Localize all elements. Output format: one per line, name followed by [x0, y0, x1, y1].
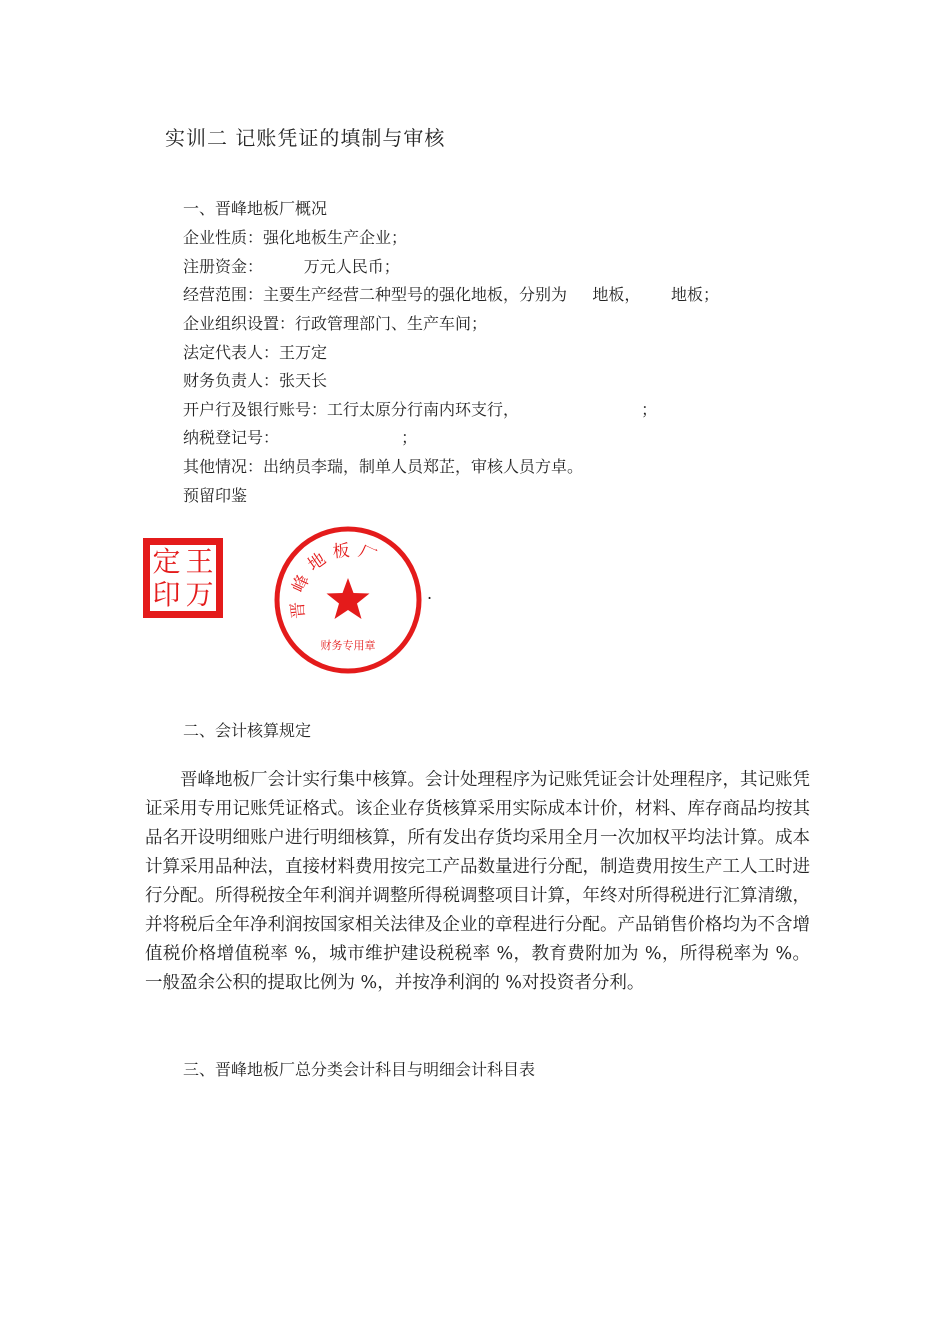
info-line-finance-head: 财务负责人：张天长: [183, 371, 328, 390]
seal-arc-text: 晋峰地板厂: [287, 540, 386, 620]
info-line-capital: 注册资金： 万元人民币；: [183, 257, 400, 276]
company-finance-seal: [273, 525, 423, 675]
seal-char-wan: 万: [185, 578, 214, 611]
info-line-legal-rep: 法定代表人：王万定: [183, 343, 328, 362]
seal-bottom-text: 财务专用章: [320, 639, 376, 652]
info-line-bank-account: 开户行及银行账号：工行太原分行南内环支行， ；: [183, 400, 658, 419]
seal-char-ding: 定: [152, 545, 181, 578]
section3-heading: 三、晋峰地板厂总分类会计科目与明细会计科目表: [183, 1060, 536, 1079]
seal-char-yin: 印: [152, 578, 181, 611]
info-line-scope: 经营范围：主要生产经营二种型号的强化地板，分别为 地板， 地板；: [183, 285, 719, 304]
info-line-tax-id: 纳税登记号： ；: [183, 428, 418, 447]
seal-char-wang: 王: [185, 545, 214, 578]
page-title: 实训二 记账凭证的填制与审核: [165, 126, 446, 150]
info-line-nature: 企业性质：强化地板生产企业；: [183, 228, 408, 247]
section2-heading: 二、会计核算规定: [183, 721, 312, 740]
info-line-reserved-seals: 预留印鉴: [183, 486, 248, 505]
info-line-other: 其他情况：出纳员李瑞，制单人员郑芷，审核人员方卓。: [183, 457, 584, 476]
info-line-organization: 企业组织设置：行政管理部门、生产车间；: [183, 314, 488, 333]
accounting-rules-paragraph: 晋峰地板厂会计实行集中核算。会计处理程序为记账凭证会计处理程序，其记账凭证采用专用记账凭证格式。该企业存货核算采用实际成本计价，材料、库存商品均按其品名开设明细账户进行明细核算，所有发出存货均采用全月一次加权平均法计算。成本计算采用品种法，直接材料费用按完工产品数量进行分配，制造费用按生产工人工时进行分配。所得税按全年利润并调整所得税调整项目计算，年终对所得税进行汇算清缴，并将税后全年净利润按国家相关法律及企业的章程进行分配。产品销售价格均为不含增值税价格增值税率 %，城市维护建设税税率 %，教育费附加为 %，所得税率为 %。一般盈余公积的提取比例为 %，并按净利润的 %对投资者分利。: [145, 770, 810, 993]
stray-dot: .: [427, 584, 433, 603]
star-icon: [327, 578, 370, 619]
section1-heading: 一、晋峰地板厂概况: [183, 199, 328, 218]
personal-seal: [143, 538, 223, 618]
